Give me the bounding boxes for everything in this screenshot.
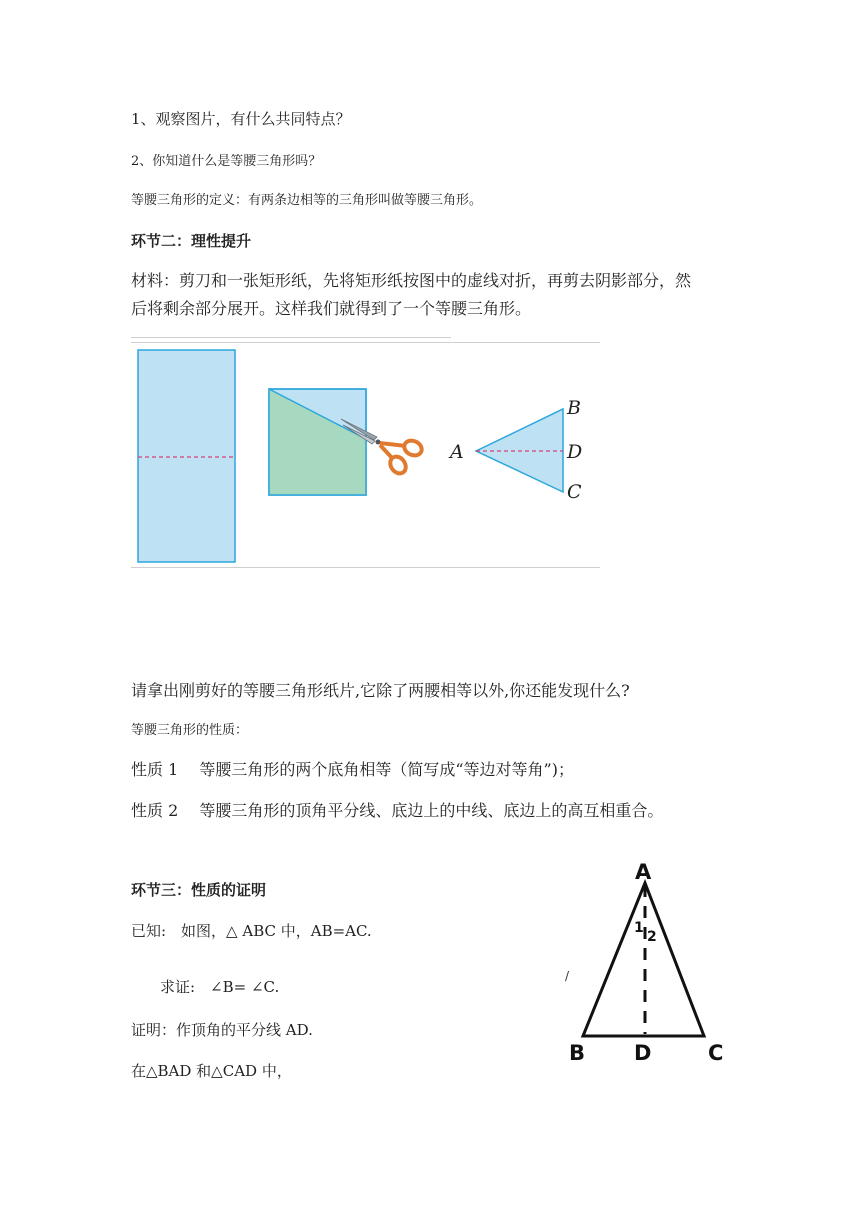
divider-short (131, 337, 451, 338)
triangle-abc-figure (560, 850, 740, 1070)
property-1: 性质 1 等腰三角形的两个底角相等（简写成“等边对等角”)； (131, 760, 574, 779)
prove-statement: 求证: ∠B= ∠C. (160, 978, 280, 996)
given-statement: 已知: 如图，△ ABC 中，AB=AC. (131, 922, 372, 940)
question-2: 2、你知道什么是等腰三角形吗？ (131, 154, 322, 169)
angle-2-label: 2 (647, 929, 657, 945)
fold-cut-figure (131, 343, 601, 567)
proof-step-2: 在△BAD 和△CAD 中， (131, 1062, 292, 1080)
fig-label-A: A (635, 860, 652, 884)
section-2-heading: 环节二：理性提升 (131, 232, 252, 250)
material-line-1: 材料：剪刀和一张矩形纸，先将矩形纸按图中的虚线对折，再剪去阴影部分，然 (131, 271, 692, 290)
figure-bottom-border (131, 567, 600, 568)
rectangle-paper (138, 350, 235, 562)
question-1: 1、观察图片，有什么共同特点？ (131, 110, 351, 128)
proof-step-1: 证明：作顶角的平分线 AD. (131, 1021, 313, 1039)
properties-prompt: 请拿出刚剪好的等腰三角形纸片,它除了两腰相等以外,你还能发现什么? (131, 681, 630, 700)
section-3-heading: 环节三：性质的证明 (131, 881, 267, 899)
fig-label-D: D (634, 1041, 652, 1065)
label-B: B (567, 397, 581, 419)
angle-1-label: 1 (634, 920, 644, 936)
label-D: D (567, 441, 583, 463)
fig-label-B: B (569, 1041, 586, 1065)
label-A: A (450, 441, 464, 463)
label-C: C (567, 481, 582, 503)
stray-mark: / (565, 969, 570, 983)
material-line-2: 后将剩余部分展开。这样我们就得到了一个等腰三角形。 (131, 299, 532, 318)
fig-label-C: C (708, 1041, 724, 1065)
properties-title: 等腰三角形的性质： (131, 723, 249, 738)
isosceles-definition: 等腰三角形的定义：有两条边相等的三角形叫做等腰三角形。 (131, 193, 483, 208)
property-2: 性质 2 等腰三角形的顶角平分线、底边上的中线、底边上的高互相重合。 (131, 801, 664, 820)
